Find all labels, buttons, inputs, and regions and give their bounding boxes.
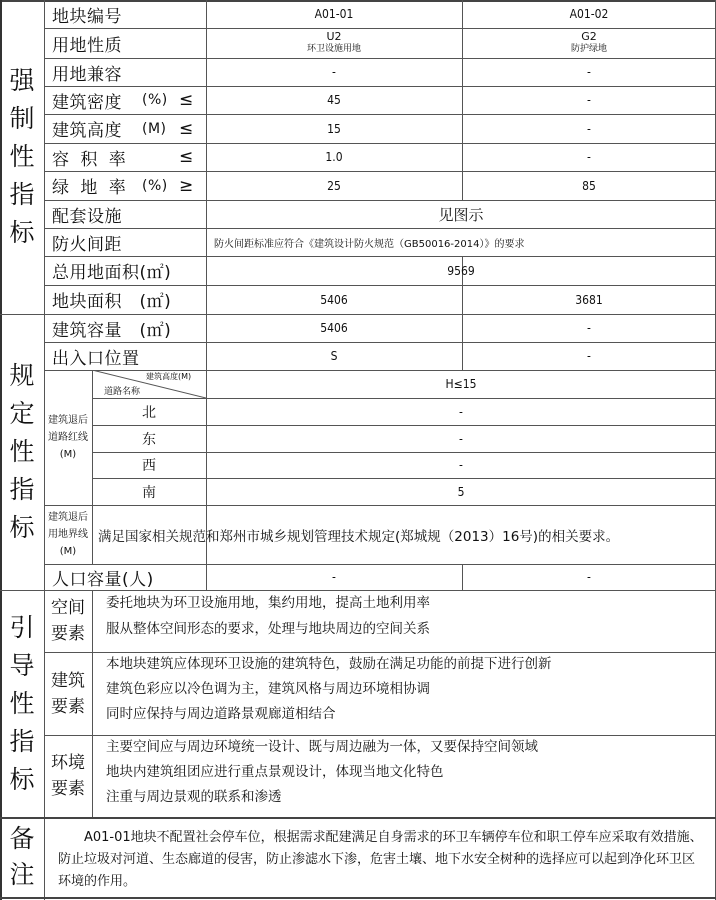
compatibility-a: - bbox=[332, 65, 336, 79]
text-line: 委托地块为环卫设施用地，集约用地，提高土地利用率 bbox=[106, 595, 430, 611]
label-line: 建筑退后 bbox=[48, 415, 88, 426]
road-name-east: 东 bbox=[142, 431, 156, 448]
label-line: 空间 bbox=[51, 598, 85, 618]
setback-south-value: 5 bbox=[457, 484, 465, 499]
label-line: 建筑 bbox=[51, 670, 85, 691]
building-capacity-b: - bbox=[587, 321, 591, 335]
section-label-text: 备注 bbox=[9, 824, 35, 889]
far-a: 1.0 bbox=[325, 150, 343, 164]
setback-road-label bbox=[44, 370, 92, 505]
label-line: (M) bbox=[59, 546, 77, 557]
row-label-green-ratio bbox=[44, 171, 206, 200]
label-text: 建筑高度 bbox=[52, 121, 122, 141]
label-line: 要素 bbox=[51, 696, 85, 717]
row-label-entrance: 出入口位置 bbox=[52, 348, 140, 369]
section-label-mandatory bbox=[0, 0, 44, 314]
text-line: 本地块建筑应体现环卫设施的建筑特色，鼓励在满足功能的前提下进行创新 bbox=[106, 656, 552, 672]
text-line: 注重与周边景观的联系和渗透 bbox=[106, 789, 282, 805]
label-unit: (%) bbox=[142, 92, 168, 108]
population-b: - bbox=[587, 570, 591, 584]
row-label-population: 人口容量(人) bbox=[52, 569, 154, 590]
label-line: 要素 bbox=[51, 779, 85, 799]
row-label-height bbox=[44, 114, 206, 143]
label-text: 建筑密度 bbox=[52, 92, 122, 113]
guiding-space-text bbox=[92, 590, 716, 652]
green-ratio-b: 85 bbox=[582, 178, 596, 193]
parcel-id-b: A01-02 bbox=[569, 7, 609, 21]
land-use-name: 防护绿地 bbox=[570, 44, 607, 54]
road-name-south: 南 bbox=[142, 484, 156, 501]
row-label-far bbox=[44, 143, 206, 171]
label-unit: (%) bbox=[142, 177, 168, 194]
section-label-text: 规定性指标 bbox=[9, 361, 35, 542]
land-use-code: G2 bbox=[581, 30, 597, 43]
guiding-label-building bbox=[44, 652, 92, 735]
setback-north-value: - bbox=[459, 404, 463, 419]
total-area-value: 9569 bbox=[447, 263, 475, 278]
setback-land-value: 满足国家相关规范和郑州市城乡规划管理技术规定(郑城规（2013）16号)的相关要求。 bbox=[98, 528, 620, 545]
height-b: - bbox=[587, 121, 591, 136]
guiding-label-environment bbox=[44, 735, 92, 817]
label-operator: ≤ bbox=[179, 147, 194, 167]
text-line: 主要空间应与周边环境统一设计、既与周边融为一体，又要保持空间领域 bbox=[106, 739, 538, 755]
land-use-name: 环卫设施用地 bbox=[306, 44, 361, 54]
text-line: 建筑色彩应以冷色调为主，建筑风格与周边环境相协调 bbox=[106, 681, 430, 697]
row-label-density bbox=[44, 86, 206, 114]
row-label-fire-spacing: 防火间距 bbox=[52, 234, 122, 255]
setback-land-label bbox=[44, 505, 92, 564]
density-b: - bbox=[587, 93, 591, 107]
land-use-a bbox=[206, 28, 462, 58]
compatibility-b: - bbox=[587, 65, 591, 79]
label-line: 环境 bbox=[51, 753, 85, 773]
table-border-bottom bbox=[0, 897, 716, 899]
row-label-total-area: 总用地面积(㎡) bbox=[52, 263, 172, 283]
diagonal-header-bottom: 道路名称 bbox=[104, 387, 141, 397]
diagonal-header-top: 建筑高度(M) bbox=[146, 372, 192, 381]
green-ratio-a: 25 bbox=[327, 178, 341, 193]
section-label-remarks bbox=[0, 817, 44, 897]
setback-height-value: H≤15 bbox=[445, 377, 477, 391]
row-label-building-capacity: 建筑容量 (㎡) bbox=[52, 320, 172, 341]
label-operator: ≤ bbox=[179, 90, 194, 110]
text-line: 地块内建筑组团应进行重点景观设计，体现当地文化特色 bbox=[106, 764, 444, 780]
section-line bbox=[0, 817, 716, 819]
section-label-regulatory bbox=[0, 314, 44, 590]
population-a: - bbox=[332, 570, 336, 584]
row-label-parcel-area: 地块面积 (㎡) bbox=[52, 292, 172, 312]
section-label-guiding bbox=[0, 590, 44, 817]
label-line: 道路红线 bbox=[48, 432, 88, 443]
parcel-id-a: A01-01 bbox=[314, 7, 354, 21]
height-a: 15 bbox=[327, 121, 341, 136]
label-line: (M) bbox=[59, 449, 77, 460]
row-label-parcel-id: 地块编号 bbox=[52, 6, 122, 27]
label-line: 用地界线 bbox=[48, 529, 88, 540]
section-label-text: 引导性指标 bbox=[9, 612, 35, 794]
section-label-text: 强制性指标 bbox=[9, 66, 35, 247]
fire-spacing-value: 防火间距标准应符合《建筑设计防火规范（GB50016-2014）》的要求 bbox=[214, 238, 525, 250]
far-b: - bbox=[587, 150, 591, 164]
label-operator: ≤ bbox=[179, 118, 194, 139]
label-line: 要素 bbox=[51, 624, 85, 644]
guiding-label-space bbox=[44, 590, 92, 652]
row-label-land-use: 用地性质 bbox=[52, 35, 122, 56]
text-line: 服从整体空间形态的要求，处理与地块周边的空间关系 bbox=[106, 621, 430, 637]
road-name-north: 北 bbox=[142, 404, 156, 421]
row-label-compatibility: 用地兼容 bbox=[52, 64, 122, 85]
label-text: 绿 地 率 bbox=[52, 178, 129, 198]
facilities-value: 见图示 bbox=[438, 205, 484, 224]
density-a: 45 bbox=[327, 93, 341, 107]
row-label-facilities: 配套设施 bbox=[52, 206, 122, 227]
label-operator: ≥ bbox=[179, 175, 194, 196]
building-capacity-a: 5406 bbox=[320, 321, 348, 335]
land-use-code: U2 bbox=[326, 30, 342, 43]
land-use-b bbox=[462, 28, 716, 58]
entrance-a: S bbox=[330, 349, 338, 363]
guiding-building-text bbox=[92, 652, 716, 735]
entrance-b: - bbox=[587, 349, 591, 363]
label-unit: (M) bbox=[142, 120, 167, 137]
setback-west-value: - bbox=[459, 458, 463, 472]
remarks-text: A01-01地块不配置社会停车位，根据需求配建满足自身需求的环卫车辆停车位和职工停车应采取有效措施、防止垃圾对河道、生态廊道的侵害，防止渗滤水下渗，危害土壤、地下水安全树种的选择应可以起到净化环卫区环境的作用。 bbox=[58, 830, 703, 889]
parcel-area-b: 3681 bbox=[575, 292, 603, 307]
label-line: 建筑退后 bbox=[48, 512, 88, 523]
road-name-west: 西 bbox=[142, 458, 156, 474]
setback-east-value: - bbox=[459, 431, 463, 446]
label-text: 容 积 率 bbox=[52, 149, 129, 170]
text-line: 同时应保持与周边道路景观廊道相结合 bbox=[106, 706, 336, 722]
parcel-area-a: 5406 bbox=[320, 292, 348, 307]
guiding-environment-text bbox=[92, 735, 716, 817]
